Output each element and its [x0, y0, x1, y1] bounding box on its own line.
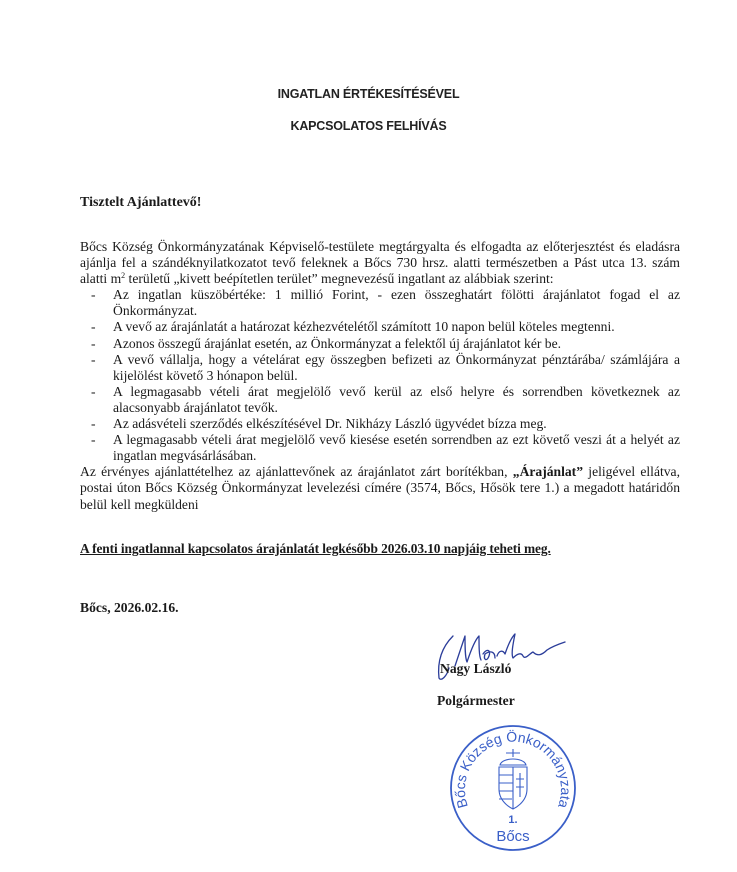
list-marker: - — [91, 416, 96, 432]
salutation: Tisztelt Ajánlattevő! — [80, 195, 202, 210]
list-marker: - — [91, 432, 96, 448]
closing-text-part1: Az érvényes ajánlattételhez az ajánlattevőnek az árajánlatot zárt borítékban, — [80, 464, 513, 480]
list-marker: - — [91, 319, 96, 335]
closing-paragraph — [80, 464, 680, 512]
list-marker: - — [91, 383, 96, 399]
list-item-text: Azonos összegű árajánlat esetén, az Önkormányzat a felektől új árajánlatot kér be. — [113, 335, 562, 351]
intro-text-part2: területű „kivett beépítetlen terület” megnevezésű ingatlant az alábbiak szerint: — [125, 271, 554, 287]
list-item-text: A legmagasabb vételi árat megjelölő vevő kiesése esetén sorrendben az ezt követő veszi át a helyét az ingatlan megvásárlásában. — [113, 432, 680, 464]
list-item-text: Az adásvételi szerződés elkészítésével Dr. Nikházy László ügyvédet bízza meg. — [113, 416, 547, 432]
deadline-notice: A fenti ingatlannal kapcsolatos árajánlatát legkésőbb 2026.03.10 napjáig teheti meg. — [80, 541, 551, 556]
intro-paragraph — [80, 239, 680, 287]
list-item — [80, 336, 680, 352]
coat-of-arms-icon — [499, 749, 527, 809]
list-item — [80, 416, 680, 432]
place-and-date: Bőcs, 2026.02.16. — [80, 600, 179, 615]
list-item — [80, 287, 680, 319]
stamp-number: 1. — [508, 814, 518, 826]
signer-title: Polgármester — [437, 693, 515, 708]
list-marker: - — [91, 335, 96, 351]
list-item-text: A legmagasabb vételi árat megjelölő vevő kerül az első helyre és sorrendben következnek az alacsonyabb árajánlatot tevők. — [113, 383, 680, 415]
list-item — [80, 352, 680, 384]
document-title-line-1: INGATLAN ÉRTÉKESÍTÉSÉVEL — [277, 87, 460, 101]
document-body — [80, 239, 680, 513]
list-item — [80, 384, 680, 416]
list-marker: - — [91, 287, 96, 303]
list-item — [80, 432, 680, 464]
stamp-ring-text: Bőcs Község Önkormányzata — [451, 728, 575, 811]
superscript: 2 — [121, 271, 126, 281]
list-item-text: A vevő az árajánlatát a határozat kézhezvételétől számított 10 napon belül köteles megtenni. — [113, 319, 615, 335]
list-item-text: Az ingatlan küszöbértéke: 1 millió Forint, - ezen összeghatárt fölötti árajánlatot fogad el az Önkormányzat. — [113, 287, 680, 319]
signer-name: Nagy László — [440, 661, 512, 676]
list-item-text: A vevő vállalja, hogy a vételárat egy összegben befizeti az Önkormányzat pénztárába/ számlájára a kijelölést követő 3 hónapon belül. — [113, 351, 680, 383]
list-marker: - — [91, 351, 96, 367]
bid-keyword: „Árajánlat” — [512, 464, 584, 480]
closing-text-part2: jeligével ellátva, postai úton Bőcs Község Önkormányzat levelezési címére (3574, Bőcs, Hősök tere 1.) a megadott határidőn belül kell megküldeni — [80, 464, 680, 512]
conditions-list — [80, 287, 680, 464]
list-item — [80, 319, 680, 335]
intro-text-part1: Bőcs Község Önkormányzatának Képviselő-testülete megtárgyalta és elfogadta az előterjesztést és eladásra ajánlja fel a szándéknyilatkozatot tevő feleknek a Bőcs 730 hrsz. alatti természetben a Pást utca 13. szám alatti m — [80, 239, 680, 287]
document-title-line-2: KAPCSOLATOS FELHÍVÁS — [290, 119, 447, 133]
official-stamp-icon — [448, 723, 578, 853]
stamp-town: Bőcs — [496, 828, 530, 845]
